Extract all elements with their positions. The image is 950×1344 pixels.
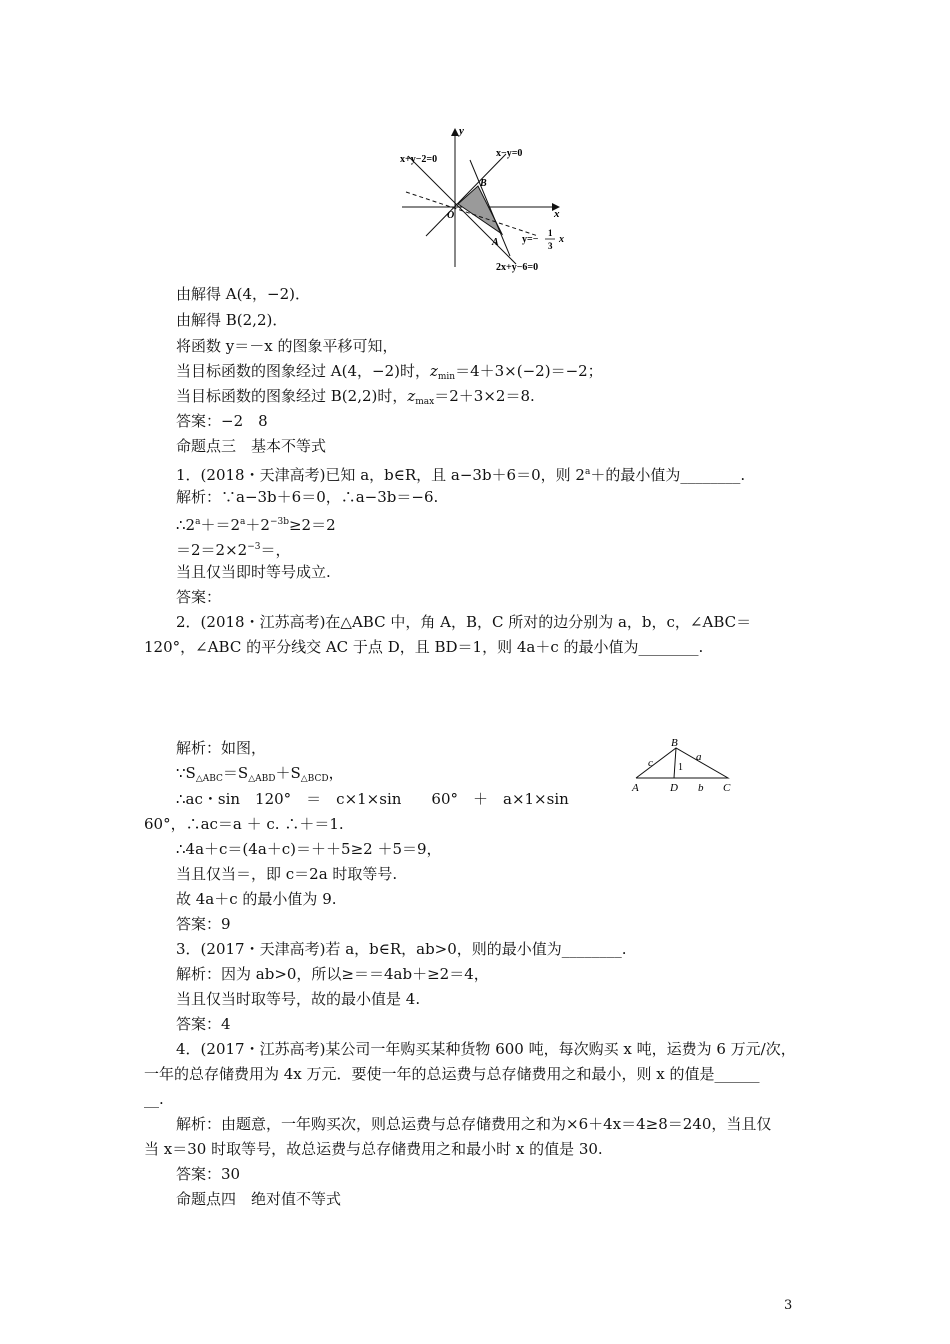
label-c: C [723,782,731,794]
question-4-answer: 答案：30 [176,1165,241,1183]
section-heading-4: 命题点四 绝对值不等式 [176,1190,342,1208]
triangle-figure [628,736,738,794]
feasible-region-figure [398,124,588,274]
text-solve-b: 由解得 B(2,2)． [176,311,288,329]
line4-den: 3 [548,241,553,251]
section-heading-3: 命题点三 基本不等式 [176,437,327,455]
x-axis-label: x [554,208,560,220]
label-side-a: a [696,751,702,763]
question-4-line-3: __. [144,1090,164,1108]
question-1-solution-3: $=2=2\times 2^{-3}=$， [176,541,291,559]
text-zmin: 当目标函数的图象经过 A(4，−2)时，$z_{min}=4+3\times(-2)=-2$； [176,362,603,382]
question-3-answer: 答案：4 [176,1015,231,1033]
text-zmax: 当目标函数的图象经过 B(2,2)时，$z_{max}=2+3\times 2=8$. [176,387,535,407]
question-1-solution-1: 解析：∵a−3b＋6＝0，∴a−3b＝−6. [176,488,439,506]
question-2-solution-3: ∴ac・sin 120° ＝ c×1×sin 60° ＋ a×1×sin [176,790,569,808]
bisector-bd [674,748,676,778]
question-1-answer: 答案： [176,588,222,606]
question-4-solution-2: 当 x＝30 时取等号，故总运费与总存储费用之和最小时 x 的值是 30. [144,1140,603,1158]
point-b-label: B [480,178,487,189]
line1-label: x+y−2=0 [400,154,438,165]
question-4-line-2: 一年的总存储费用为 4x 万元．要使一年的总运费与总存储费用之和最小，则 x 的值是______ [144,1065,760,1083]
line-x-plus-y [408,156,516,264]
text-translate: 将函数 y＝－x 的图象平移可知， [176,337,398,355]
text-solve-a: 由解得 A(4，−2)． [176,285,310,303]
question-2-line-2: 120°，∠ABC 的平分线交 AC 于点 D，且 BD＝1，则 4a＋c 的最小值为________. [144,638,704,656]
label-side-b: b [698,782,704,794]
label-a: A [632,782,639,794]
question-1: 1．(2018・天津高考)已知 a，b∈R，且 a−3b＋6＝0，则 $2^a+$的最小值为________. [176,466,746,484]
question-3: 3．(2017・天津高考)若 a，b∈R，ab>0，则的最小值为________. [176,940,627,958]
question-2-solution-2: $\because S_{\triangle ABC}=S_{\triangle ABD}+S_{\triangle BCD}$， [176,764,344,784]
label-b: B [671,737,678,749]
question-2-solution-7: 故 4a＋c 的最小值为 9. [176,890,337,908]
question-4-solution-1: 解析：由题意，一年购买次，则总运费与总存储费用之和为×6＋4x＝4≥8＝240，当且仅 [176,1115,772,1133]
line4-num: 1 [548,228,553,238]
label-side-c: c [648,757,653,769]
label-bd: 1 [678,762,683,773]
line4-var: x [559,234,564,245]
question-2-solution-4: 60°，∴ac＝a ＋ c. ∴＋＝1. [144,815,344,833]
answer-1: 答案：−2 8 [176,412,268,430]
question-2-solution-6: 当且仅当＝，即 c＝2a 时取等号. [176,865,398,883]
question-2-solution-5: ∴4a＋c＝(4a＋c)＝＋＋5≥2 ＋5＝9， [176,840,442,858]
question-2-answer: 答案：9 [176,915,231,933]
line3-label: 2x+y−6=0 [496,262,539,273]
page-number: 3 [784,1298,793,1313]
line4-label: y=− [522,234,539,245]
question-3-solution-1: 解析：因为 ab>0，所以≥＝＝4ab＋≥2＝4， [176,965,489,983]
label-d: D [670,782,678,794]
question-2-line-1: 2．(2018・江苏高考)在△ABC 中，角 A，B，C 所对的边分别为 a，b，c，∠ABC＝ [176,613,752,631]
origin-label: O [447,210,455,221]
shaded-region [458,186,502,234]
line2-label: x−y=0 [496,148,523,159]
question-4-line-1: 4．(2017・江苏高考)某公司一年购买某种货物 600 吨，每次购买 x 吨，运费为 6 万元/次， [176,1040,796,1058]
point-a-label: A [492,237,499,248]
y-axis-label: y [459,125,464,137]
question-3-solution-2: 当且仅当时取等号，故的最小值是 4. [176,990,421,1008]
question-2-solution-1: 解析：如图， [176,739,267,757]
question-1-solution-4: 当且仅当即时等号成立. [176,563,331,581]
question-1-solution-2: $\therefore 2^a+=2^a+2^{-3b}\ge 2=2$ [176,516,336,534]
